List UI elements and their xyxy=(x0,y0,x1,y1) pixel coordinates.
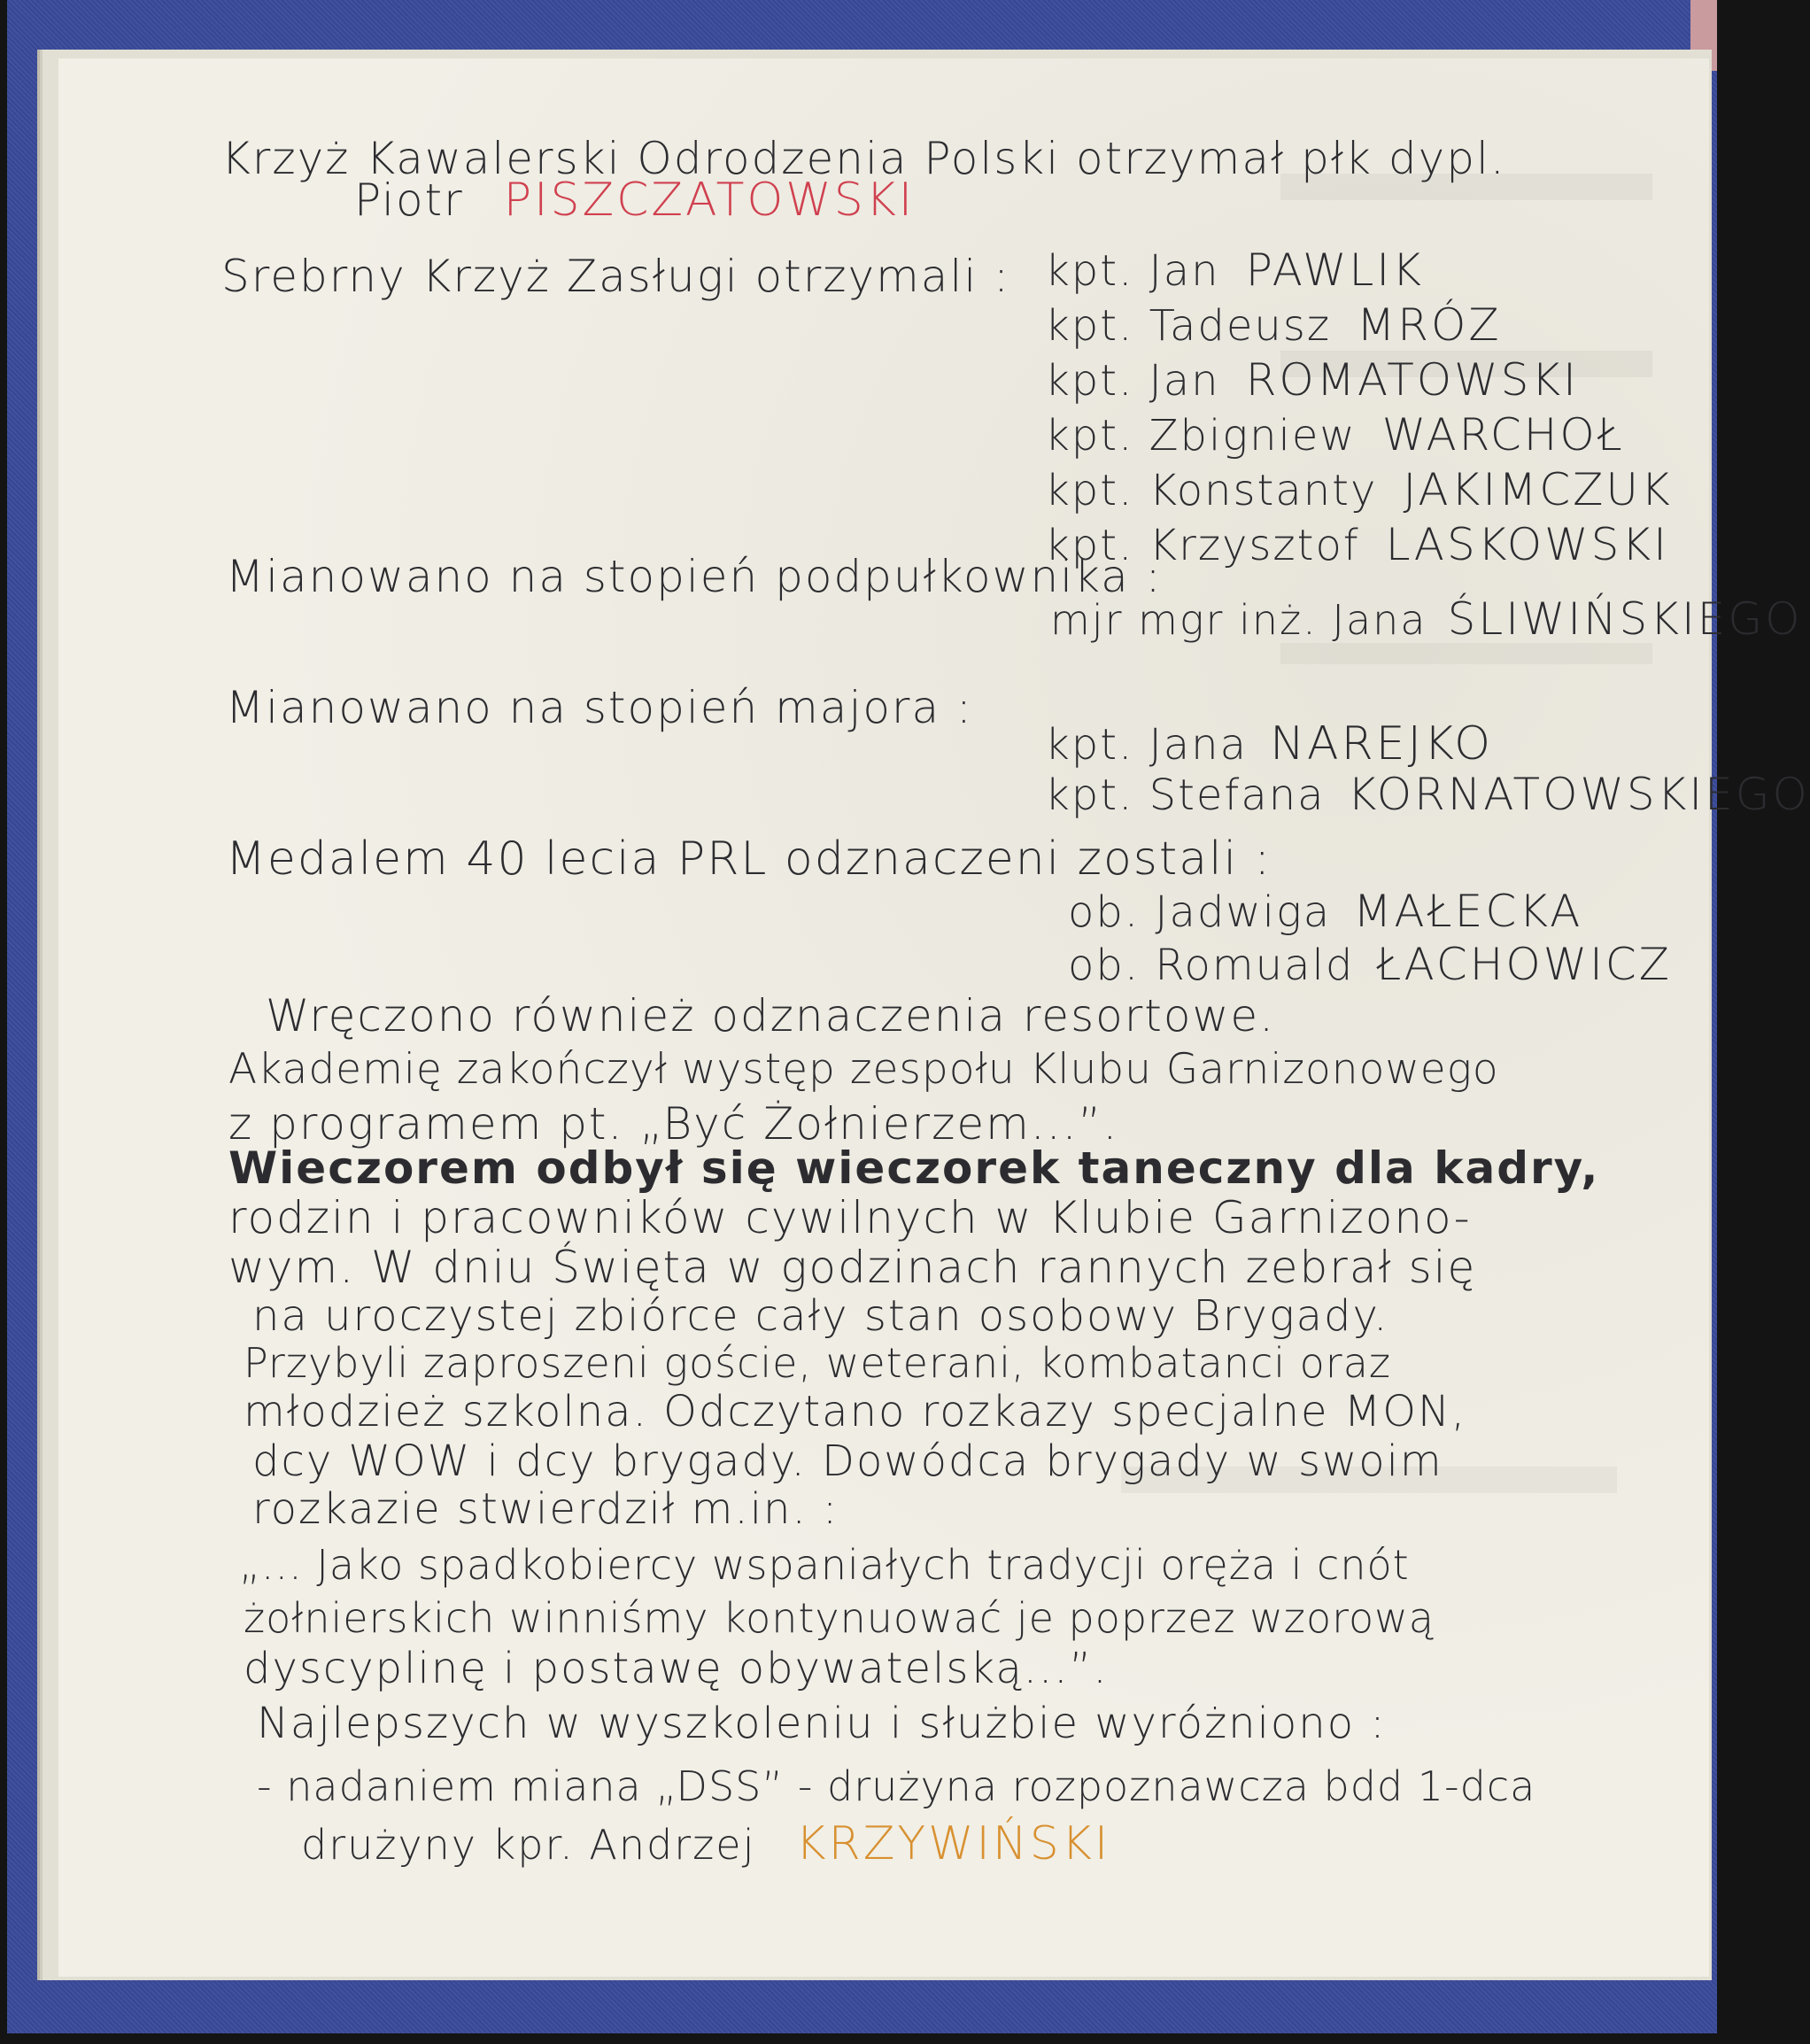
rank-and-name: kpt. Stefana xyxy=(1045,770,1326,820)
surname: ŁACHOWICZ xyxy=(1376,939,1673,990)
show-through-3 xyxy=(1280,643,1652,664)
surname: MRÓZ xyxy=(1357,299,1502,351)
quote-line-1: „... Jako spadkobiercy wspaniałych tradycji oręża i cnót xyxy=(239,1541,1410,1589)
rank-and-name: kpt. Krzysztof xyxy=(1045,521,1360,570)
rank-and-name: kpt. Jana xyxy=(1045,720,1249,770)
para-line-14-prefix: drużyny kpr. Andrzej xyxy=(301,1821,756,1869)
surname: NAREJKO xyxy=(1270,717,1494,770)
surname: WARCHOŁ xyxy=(1381,409,1625,461)
recipient-row-piszczatowski xyxy=(354,174,916,227)
surname: LASKOWSKI xyxy=(1385,519,1669,570)
para-line-13: - nadaniem miana „DSS” - drużyna rozpoznawcza bdd 1-dca xyxy=(257,1762,1536,1810)
para-line-1: Wręczono również odznaczenia resortowe. xyxy=(266,990,1276,1041)
surname: KORNATOWSKIEGO xyxy=(1347,769,1810,820)
quote-line-2: żołnierskich winniśmy kontynuować je poprzez wzorową xyxy=(244,1594,1435,1642)
para-line-8: Przybyli zaproszeni goście, weterani, kombatanci oraz xyxy=(244,1339,1392,1387)
recipient-first-name: Piotr xyxy=(354,174,464,226)
para-line-4: Wieczorem odbył się wieczorek taneczny dla kadry, xyxy=(228,1142,1600,1194)
line-promotion-major: Mianowano na stopień majora : xyxy=(226,682,973,733)
rank-and-name: kpt. Konstanty xyxy=(1045,466,1378,515)
surname: ŚLIWIŃSKIEGO xyxy=(1447,593,1803,645)
para-line-11: rozkazie stwierdził m.in. : xyxy=(252,1484,839,1534)
rank-and-name: kpt. Jan xyxy=(1045,246,1220,296)
line-prl-medal: Medalem 40 lecia PRL odznaczeni zostali : xyxy=(226,832,1272,886)
para-line-14 xyxy=(301,1817,1111,1870)
recipient-row xyxy=(1045,244,1424,296)
recipient-row xyxy=(1045,717,1494,770)
surname: ROMATOWSKI xyxy=(1245,354,1579,406)
para-line-2: Akademię zakończył występ zespołu Klubu Garnizonowego xyxy=(228,1045,1499,1094)
para-line-10: dcy WOW i dcy brygady. Dowódca brygady w swoim xyxy=(252,1436,1443,1486)
surname: MAŁECKA xyxy=(1353,886,1583,937)
para-line-9: młodzież szkolna. Odczytano rozkazy specjalne MON, xyxy=(244,1387,1467,1436)
rank-and-name: kpt. Zbigniew xyxy=(1045,411,1357,461)
para-line-6: wym. W dniu Święta w godzinach rannych zebrał się xyxy=(228,1242,1477,1293)
surname: PAWLIK xyxy=(1245,244,1424,296)
rank-and-name: ob. Romuald xyxy=(1068,941,1355,990)
line-promotion-ltcol: Mianowano na stopień podpułkownika : xyxy=(226,551,1163,602)
recipient-row xyxy=(1045,464,1673,515)
para-line-7: na uroczystej zbiórce cały stan osobowy Brygady. xyxy=(252,1291,1389,1341)
surname: JAKIMCZUK xyxy=(1403,464,1673,515)
recipient-row xyxy=(1045,299,1502,351)
recipient-surname-red: PISZCZATOWSKI xyxy=(503,174,916,227)
rank-and-name: ob. Jadwiga xyxy=(1068,887,1332,937)
quote-line-3: dyscyplinę i postawę obywatelską...”. xyxy=(244,1644,1109,1693)
recipient-row xyxy=(1045,769,1810,820)
recipient-surname-orange: KRZYWIŃSKI xyxy=(795,1817,1111,1870)
recipient-row xyxy=(1045,354,1579,406)
rank-and-name: kpt. Tadeusz xyxy=(1045,301,1332,351)
para-line-12: Najlepszych w wyszkoleniu i służbie wyróżniono : xyxy=(257,1699,1387,1748)
rank-and-name: kpt. Jan xyxy=(1045,356,1220,406)
para-line-5: rodzin i pracowników cywilnych w Klubie Garnizono- xyxy=(228,1192,1472,1243)
para-line-3: z programem pt. „Być Żołnierzem...”. xyxy=(228,1098,1119,1150)
recipient-row xyxy=(1068,939,1673,990)
promotion-ltcol-recipient xyxy=(1050,593,1803,645)
recipient-row xyxy=(1045,409,1625,461)
rank-and-name: mjr mgr inż. Jana xyxy=(1050,596,1427,644)
line-silver-cross: Srebrny Krzyż Zasługi otrzymali : xyxy=(221,251,1010,302)
line-cross-award: Krzyż Kawalerski Odrodzenia Polski otrzymał płk dypl. xyxy=(221,133,1506,184)
recipient-row xyxy=(1068,886,1583,937)
